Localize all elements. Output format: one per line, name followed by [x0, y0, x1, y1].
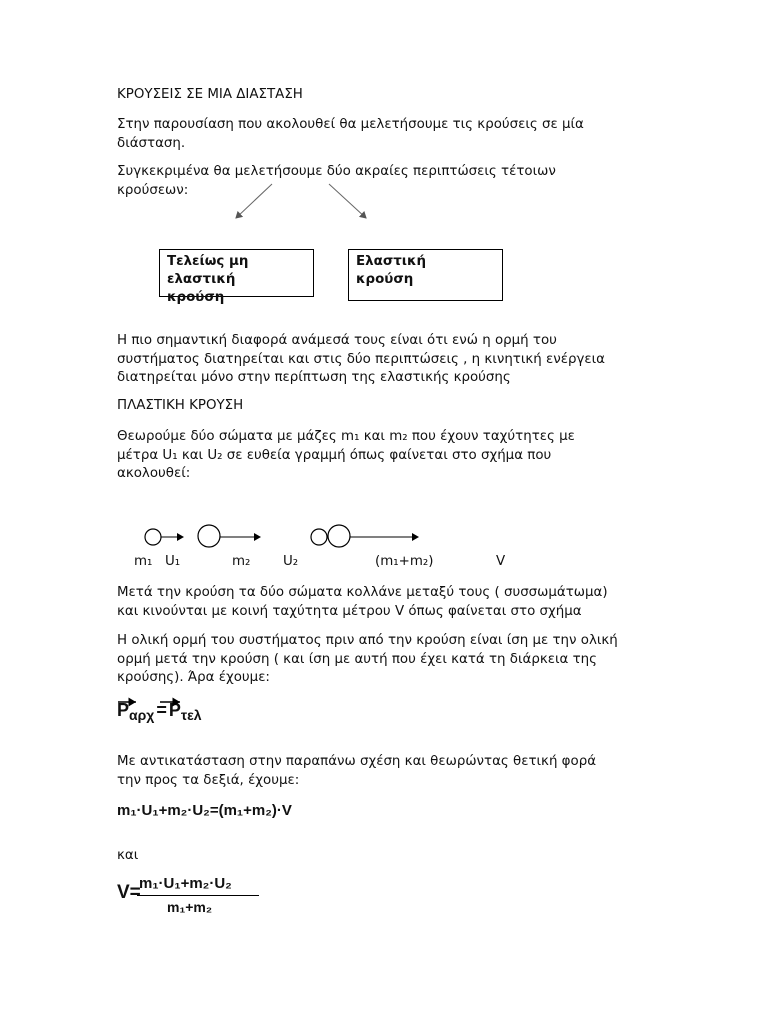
velocity-numerator: m₁·U₁+m₂·U₂ — [139, 875, 232, 892]
equals-sign: = — [156, 700, 167, 720]
momentum-sub-initial: αρχ — [129, 707, 155, 723]
momentum-sub-final: τελ — [180, 707, 202, 723]
total-line-2: ορμή μετά την κρούση ( και ίση με αυτή που έχει κατά τη διάρκεια της — [117, 651, 597, 667]
page-title: ΚΡΟΥΣΕΙΣ ΣΕ ΜΙΑ ΔΙΑΣΤΑΣΗ — [117, 87, 303, 102]
difference-line-1: Η πιο σημαντική διαφορά ανάμεσά τους είναι ότι ενώ η ορμή του — [117, 333, 557, 348]
label-m1: m₁ — [134, 554, 153, 569]
momentum-symbol-initial: P — [117, 700, 130, 720]
box-inelastic-line-1: Τελείως μη — [167, 254, 249, 269]
specific-line-1: Συγκεκριμένα θα μελετήσουμε δύο ακραίες περιπτώσεις τέτοιων — [117, 164, 556, 179]
label-v: V — [496, 554, 506, 569]
label-u1: U₁ — [165, 554, 181, 569]
and-word: και — [117, 848, 139, 863]
box-inelastic-line-2: ελαστική — [167, 272, 236, 287]
consider-line-1: Θεωρούμε δύο σώματα με μάζες m₁ και m₂ που έχουν ταχύτητες με — [117, 429, 575, 444]
momentum-conservation-equation: m₁·U₁+m₂·U₂=(m₁+m₂)·V — [117, 802, 292, 819]
box-inelastic-line-3: κρούση — [167, 290, 225, 305]
after-line-2: και κινούνται με κοινή ταχύτητα μέτρου V όπως φαίνεται στο σχήμα — [117, 603, 582, 619]
substitution-line-1: Με αντικατάσταση στην παραπάνω σχέση και θεωρώντας θετική φορά — [117, 754, 597, 769]
label-m1-plus-m2: (m₁+m₂) — [375, 554, 434, 569]
substitution-line-2: την προς τα δεξιά, έχουμε: — [117, 772, 300, 788]
intro-line-1: Στην παρουσίαση που ακολουθεί θα μελετήσουμε τις κρούσεις σε μία — [117, 117, 584, 132]
intro-line-2: διάσταση. — [117, 135, 186, 151]
after-line-1: Μετά την κρούση τα δύο σώματα κολλάνε μεταξύ τους ( συσσωμάτωμα) — [117, 585, 608, 600]
fraction-bar — [137, 895, 259, 896]
box-elastic-line-1: Ελαστική — [356, 254, 427, 269]
label-m2: m₂ — [232, 554, 251, 569]
total-line-1: Η ολική ορμή του συστήματος πριν από την κρούση είναι ίση με την ολική — [117, 633, 618, 648]
difference-line-2: συστήματος διατηρείται και στις δύο περιπτώσεις , η κινητική ενέργεια — [117, 351, 606, 367]
velocity-lhs: V= — [117, 882, 141, 903]
total-line-3: κρούσης). Άρα έχουμε: — [117, 670, 270, 685]
box-elastic-line-2: κρούση — [356, 272, 414, 287]
substitution-paragraph — [117, 753, 657, 790]
velocity-denominator: m₁+m₂ — [167, 899, 213, 915]
plastic-collision-heading: ΠΛΑΣΤΙΚΗ ΚΡΟΥΣΗ — [117, 398, 244, 413]
specific-line-2: κρούσεων: — [117, 182, 189, 198]
velocity-equation — [117, 875, 267, 925]
consider-line-2: μέτρα U₁ και U₂ σε ευθεία γραμμή όπως φαίνεται στο σχήμα που — [117, 447, 552, 463]
difference-line-3: διατηρείται μόνο στην περίπτωση της ελαστικής κρούσης — [117, 370, 511, 385]
consider-line-3: ακολουθεί: — [117, 466, 191, 481]
label-u2: U₂ — [283, 554, 299, 569]
momentum-symbol-final: P — [168, 700, 181, 720]
